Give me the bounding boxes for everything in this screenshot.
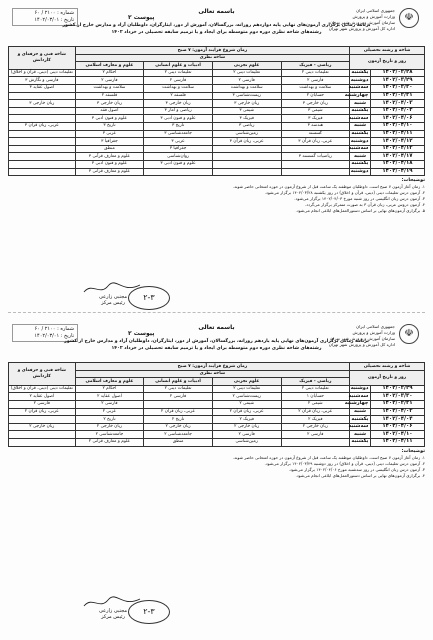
subject-cell: زبان خارجی ۲ [281,423,350,431]
signer-title: رئیس مرکز [101,614,125,620]
subject-cell [144,168,213,176]
letter-date: تاریخ : ۱۴۰۲/۰۳/۰۱ [34,17,74,23]
exam-date: ۱۴۰۲/۰۴/۱۹ [370,168,424,176]
exam-date: ۱۴۰۲/۰۴/۱۳ [370,145,424,153]
exam-day: سه‌شنبه [348,84,369,91]
subject-cell: فلسفه ۲ [75,92,144,100]
note-item: ۳. آزمون درس زبان انگلیسی در روز شنبه مورخ ۱۴۰۲/۰۴/۰۳ برگزار می‌شود. [294,196,425,202]
fani-subject-cell: تعلیمات دینی (دینی، قرآن و اخلاق) [9,69,76,77]
fani-subject-cell: اصول عقاید ۲ [9,393,76,401]
notes-block [8,449,425,479]
exam-day: دوشنبه [350,76,369,83]
schedule-sheet-grade-11 [8,322,425,632]
subject-cell: تعلیمات دینی ۲ [212,69,281,77]
schedule-row [9,77,425,85]
exam-date: ۱۴۰۲/۰۴/۰۶ [370,423,424,431]
exam-schedule-table [8,362,425,447]
subject-cell: جغرافیا ۳ [75,138,144,146]
fani-subject-cell [9,416,76,424]
schedule-row [9,438,425,446]
subject-cell: عربی، زبان قرآن ۲ [212,408,281,416]
col-header: ادبیات و علوم انسانی [144,378,213,386]
exam-day: دوشنبه [350,385,369,392]
schedule-row [9,385,425,393]
subject-cell: سلامت و بهداشت [144,84,213,92]
col-header: علوم تجربی [212,378,281,386]
start-time-header: زمان شروع فرایند آزمون: ۷ صبح [75,363,350,371]
subject-cell: ریاضی ۳ [212,122,281,130]
subject-cell [281,168,350,176]
daydate-header: روز و تاریخ آزمون [350,54,425,69]
subject-cell [212,160,281,168]
exam-date: ۱۴۰۲/۰۴/۱۱ [370,438,424,446]
fani-subject-cell: عربی، زبان قرآن ۲ [9,408,76,416]
schedule-row [9,416,425,424]
exam-date: ۱۴۰۲/۰۴/۱۱ [370,130,424,138]
bismillah: باسمه تعالی [198,324,235,331]
subject-cell: زبان خارجی ۲ [144,423,213,431]
schedule-row [9,107,425,115]
col-header: علوم و معارف اسلامی [75,378,144,386]
fani-subject-cell: زبان خارجی ۳ [9,100,76,108]
org-line: اداره کل آموزش و پرورش شهر تهران [328,342,395,347]
exam-date: ۱۴۰۲/۰۳/۳۰ [370,393,424,401]
subject-cell [281,145,350,153]
subject-cell: زبان خارجی ۳ [75,100,144,108]
subject-cell: گسسته [281,130,350,138]
letter-header [8,322,425,362]
exam-day: شنبه [350,153,371,161]
note-item: ۲. آزمون درس تعلیمات دینی (دینی، قرآن و اخلاق) در روز یکشنبه ۱۴۰۲/۰۳/۲۸ برگزار می‌شود. [264,190,425,196]
intro-line: برنامه زمانی برگزاری آزمون‌های نهایی پایه دوازدهم روزانه، بزرگسالان، آموزش از دور، ایثارگران، داوطلبان آزاد و مدارس خارج از کشور [62,23,371,28]
exam-date: ۱۴۰۲/۰۴/۱۲ [370,138,424,146]
fani-subject-cell [9,115,76,123]
exam-day: سه‌شنبه [348,114,369,121]
fani-subject-cell [9,431,76,439]
exam-day: دوشنبه [350,168,369,174]
note-item: ۴. آزمون دروس عربی، زبان قرآن ۳ به صورت متمرکز برگزار می‌گردد. [304,202,425,208]
notes-title: توضیحات: [401,178,425,184]
schedule-row [9,130,425,138]
intro-line: رشته‌های شاخه نظری دوره دوم متوسطه برای ایجاد و یا ترمیم سابقه تحصیلی در خرداد ۱۴۰۲ [111,30,322,35]
schedule-row [9,160,425,168]
subject-cell: هندسه ۳ [281,122,350,130]
exam-day: یکشنبه [351,160,369,167]
schedule-row [9,393,425,401]
subject-cell: ریاضیات گسسته ۳ [281,153,350,161]
schedule-row [9,153,425,161]
subject-cell: فارسی ۲ [281,77,350,85]
fani-subject-cell [9,92,76,100]
subject-cell: احکام ۲ [75,385,144,393]
notes-title: توضیحات: [401,448,425,454]
fani-subject-cell [9,130,76,138]
exam-day: یکشنبه [351,107,369,114]
subject-cell: منطق [75,145,144,153]
schedule-sheet-grade-12 [8,6,425,313]
signer-title: رئیس مرکز [101,300,125,306]
schedule-row [9,431,425,439]
notes-block [8,178,425,214]
branch-header: شاخه و رشته تحصیلی [350,363,425,371]
col-header: ریاضی - فیزیک [281,378,350,386]
org-line: وزارت آموزش و پرورش [352,14,395,19]
schedule-row [9,69,425,77]
exam-date: ۱۴۰۲/۰۴/۰۴ [370,107,424,115]
schedule-row [9,145,425,153]
subject-cell: زبان خارجی ۳ [281,100,350,108]
attachment-label: پیوست ۲ [128,330,155,337]
col-header: ریاضی - فیزیک [281,62,350,70]
subject-cell [212,168,281,176]
subject-cell: تعلیمات دینی ۲ [281,69,350,77]
subject-cell [212,145,281,153]
subject-cell: تاریخ ۳ [75,122,144,130]
exam-day: چهارشنبه [344,400,369,407]
branch-header: شاخه و رشته تحصیلی [350,47,425,55]
subject-cell: زمین‌شناسی [212,438,281,446]
org-line: جمهوری اسلامی ایران [356,324,395,329]
subject-cell: علوم و فنون ادبی ۳ [144,115,213,123]
subject-cell: عربی ۳ [75,130,144,138]
schedule-intro [48,338,385,352]
nazari-header: شاخه نظری [75,54,350,62]
subject-cell: تاریخ ۲ [144,416,213,424]
exam-schedule-table [8,46,425,176]
schedule-row [9,168,425,176]
fani-subject-cell: تعلیمات دینی (دینی، قرآن و اخلاق) [9,385,76,393]
org-line: سازمان آموزش و پرورش شهر تهران [330,20,395,25]
subject-cell: فارسی ۲ [75,400,144,408]
subject-cell: عربی، زبان قرآن ۳ [281,138,350,146]
exam-date: ۱۴۰۲/۰۴/۰۴ [370,416,424,424]
subject-cell: جغرافیا ۳ [144,145,213,153]
subject-cell: علوم و فنون ادبی ۳ [75,160,144,168]
schedule-row [9,423,425,431]
subject-cell: تعلیمات دینی ۲ [144,69,213,77]
org-line: سازمان آموزش و پرورش شهر تهران [330,336,395,341]
exam-day: یکشنبه [351,438,369,445]
subject-cell: حسابان ۱ [281,393,350,401]
subject-cell: تاریخ ۲ [75,416,144,424]
subject-cell: احکام ۲ [75,69,144,77]
subject-cell: فارسی ۲ [75,77,144,85]
org-line: وزارت آموزش و پرورش [352,330,395,335]
subject-cell: زمین‌شناسی [212,130,281,138]
fani-subject-cell: عربی، زبان قرآن ۳ [9,122,76,130]
subject-cell: جامعه‌شناسی ۲ [144,431,213,439]
exam-day: شنبه [350,431,371,439]
subject-cell: عربی، زبان قرآن ۲ [281,408,350,416]
iran-emblem-icon: ☫ [399,324,419,344]
subject-cell: تعلیمات دینی ۲ [144,385,213,393]
exam-day: سه‌شنبه [348,423,369,430]
subject-cell: سلامت و بهداشت [281,84,350,92]
fani-subject-cell [9,107,76,115]
exam-day: چهارشنبه [344,92,369,99]
subject-cell: شیمی ۳ [281,107,350,115]
subject-cell: زبان خارجی ۳ [212,100,281,108]
subject-cell: فیزیک ۲ [212,416,281,424]
subject-cell: عربی، زبان قرآن ۳ [212,138,281,146]
subject-cell: زیست‌شناسی ۲ [212,393,281,401]
subject-cell: منطق [144,438,213,446]
fani-subject-cell: فارسی ۲ [9,400,76,408]
schedule-row [9,400,425,408]
subject-cell: علوم و معارف قرآنی ۳ [75,168,144,176]
exam-date: ۱۴۰۲/۰۳/۲۹ [370,77,424,85]
subject-cell: فیزیک ۳ [212,115,281,123]
fani-header: شاخه فنی و حرفه‌ای و کاردانش [9,363,76,386]
note-item: ۱. زمان آغاز آزمون ۷ صبح است. داوطلبان موظفند یک ساعت قبل از شروع آزمون در حوزه امتحانی حاضر شوند. [232,184,425,190]
schedule-row [9,92,425,100]
signer-name: مجتبی زارعی [98,294,128,300]
subject-cell [281,438,350,446]
note-item: ۲. آزمون درس تعلیمات دینی (دینی، قرآن و اخلاق) در روز دوشنبه ۱۴۰۲/۰۳/۲۹ برگزار می‌شود. [264,460,425,466]
exam-day: شنبه [350,100,371,108]
subject-cell: تعلیمات دینی ۲ [212,385,281,393]
exam-date: ۱۴۰۲/۰۴/۱۰ [370,122,424,130]
subject-cell: علوم و معارف قرآنی ۳ [75,153,144,161]
letter-number: شماره : ۲۱۰۰ / ۶۰ [34,10,74,16]
fani-subject-cell [9,153,76,161]
fani-subject-cell [9,160,76,168]
exam-date: ۱۴۰۲/۰۳/۳۰ [370,84,424,92]
subject-cell: علوم و فنون ادبی ۳ [144,160,213,168]
org-line: اداره کل آموزش و پرورش شهر تهران [328,26,395,31]
subject-cell: اصول فقه [75,107,144,115]
exam-date: ۱۴۰۲/۰۴/۰۳ [370,408,424,416]
daydate-header: روز و تاریخ آزمون [350,370,425,385]
subject-cell: عربی ۲ [75,408,144,416]
schedule-row [9,115,425,123]
subject-cell: سلامت و بهداشت [75,84,144,92]
exam-date: ۱۴۰۲/۰۴/۱۷ [370,153,424,161]
subject-cell: علوم و معارف قرآنی ۲ [75,438,144,446]
exam-date: ۱۴۰۲/۰۴/۰۳ [370,100,424,108]
schedule-row [9,84,425,92]
subject-cell: فارسی ۲ [212,77,281,85]
iran-emblem-icon: ☫ [399,8,419,28]
bismillah: باسمه تعالی [198,8,235,15]
schedule-intro [48,22,385,36]
attachment-label: پیوست ۲ [128,14,155,21]
intro-line: برنامه زمانی برگزاری آزمون‌های نهایی پایه یازدهم روزانه، بزرگسالان، آموزش از دور، ایثارگران، داوطلبان آزاد و مدارس خارج از کشور [64,339,369,344]
letter-header [8,6,425,46]
exam-date: ۱۴۰۲/۰۳/۲۸ [370,69,424,77]
subject-cell: فارسی ۲ [212,431,281,439]
schedule-row [9,408,425,416]
subject-cell: تاریخ ۳ [144,122,213,130]
exam-day: یکشنبه [351,130,369,137]
subject-cell: شیمی ۲ [212,400,281,408]
fani-subject-cell [9,438,76,446]
exam-day: دوشنبه [350,137,369,144]
exam-day: شنبه [350,122,371,130]
subject-cell: روان‌شناسی [144,153,213,161]
fani-subject-cell [9,168,76,176]
start-time-header: زمان شروع فرایند آزمون: ۷ صبح [75,47,350,55]
fani-subject-cell: اصول عقاید ۳ [9,84,76,92]
org-line: جمهوری اسلامی ایران [356,8,395,13]
subject-cell: شیمی ۲ [281,400,350,408]
fani-subject-cell: زبان خارجی ۲ [9,423,76,431]
exam-date: ۱۴۰۲/۰۴/۱۸ [370,160,424,168]
fani-subject-cell [9,145,76,153]
schedule-row [9,138,425,146]
exam-date: ۱۴۰۲/۰۴/۰۶ [370,115,424,123]
subject-cell: حسابان ۲ [281,92,350,100]
letter-number: شماره : ۲۱۰۰ / ۶۰ [34,326,74,332]
subject-cell: سلامت و بهداشت [212,84,281,92]
subject-cell [281,160,350,168]
intro-line: رشته‌های شاخه نظری دوره دوم متوسطه برای ایجاد و یا ترمیم سابقه تحصیلی در خرداد ۱۴۰۲ [111,346,322,351]
subject-cell: زبان خارجی ۲ [212,423,281,431]
fani-subject-cell: فارسی و نگارش ۳ [9,77,76,85]
fani-subject-cell [9,138,76,146]
note-item: ۱. زمان آغاز آزمون ۷ صبح است. داوطلبان موظفند یک ساعت قبل از شروع آزمون در حوزه امتحانی حاضر شوند. [232,454,425,460]
subject-cell: عربی، زبان قرآن ۲ [144,408,213,416]
signer-name: مجتبی زارعی [98,608,128,614]
exam-date: ۱۴۰۲/۰۴/۱۰ [370,431,424,439]
subject-cell [144,400,213,408]
stamp: ۲-۳ [128,286,170,310]
exam-day: سه‌شنبه [348,392,369,399]
subject-cell: زبان خارجی ۲ [75,423,144,431]
subject-cell: عربی ۳ [144,138,213,146]
subject-cell: ریاضی و آمار ۳ [144,107,213,115]
subject-cell: فیزیک ۲ [281,416,350,424]
exam-date: ۱۴۰۲/۰۳/۲۹ [370,385,424,393]
exam-day: یکشنبه [351,69,369,76]
col-header: علوم تجربی [212,62,281,70]
exam-day: شنبه [350,408,371,416]
subject-cell [212,153,281,161]
col-header: ادبیات و علوم انسانی [144,62,213,70]
subject-cell: فارسی ۲ [281,431,350,439]
subject-cell: تعلیمات دینی ۲ [281,385,350,393]
subject-cell: علوم و فنون ادبی ۳ [75,115,144,123]
subject-cell: زیست‌شناسی ۳ [212,92,281,100]
subject-cell: اصول عقاید ۲ [75,393,144,401]
subject-cell: فیزیک ۳ [281,115,350,123]
note-item: ۴. برگزاری آزمون‌های نهایی بر اساس دستورالعمل‌های ابلاغی انجام می‌شود. [295,472,425,478]
subject-cell: فارسی ۲ [144,393,213,401]
subject-cell: شیمی ۳ [212,107,281,115]
exam-day: سه‌شنبه [348,145,369,152]
subject-cell: جامعه‌شناسی ۳ [144,130,213,138]
col-header: علوم و معارف اسلامی [75,62,144,70]
fani-header: شاخه فنی و حرفه‌ای و کاردانش [9,47,76,70]
nazari-header: شاخه نظری [75,370,350,378]
stamp: ۲-۳ [128,600,170,624]
letter-date: تاریخ : ۱۴۰۲/۰۳/۰۱ [34,333,74,339]
subject-cell: فارسی ۲ [144,77,213,85]
subject-cell: زبان خارجی ۳ [144,100,213,108]
note-item: ۵. برگزاری آزمون‌های نهایی بر اساس دستورالعمل‌های ابلاغی انجام می‌شود. [295,208,425,214]
exam-date: ۱۴۰۲/۰۳/۳۱ [370,92,424,100]
subject-cell: جامعه‌شناسی ۲ [75,431,144,439]
exam-day: یکشنبه [351,415,369,422]
exam-date: ۱۴۰۲/۰۳/۳۱ [370,400,424,408]
subject-cell: فلسفه ۲ [144,92,213,100]
schedule-row [9,122,425,130]
note-item: ۳. آزمون درس زبان انگلیسی در روز سه‌شنبه مورخ ۱۴۰۲/۰۴/۰۶ برگزار می‌شود. [288,466,425,472]
schedule-row [9,100,425,108]
